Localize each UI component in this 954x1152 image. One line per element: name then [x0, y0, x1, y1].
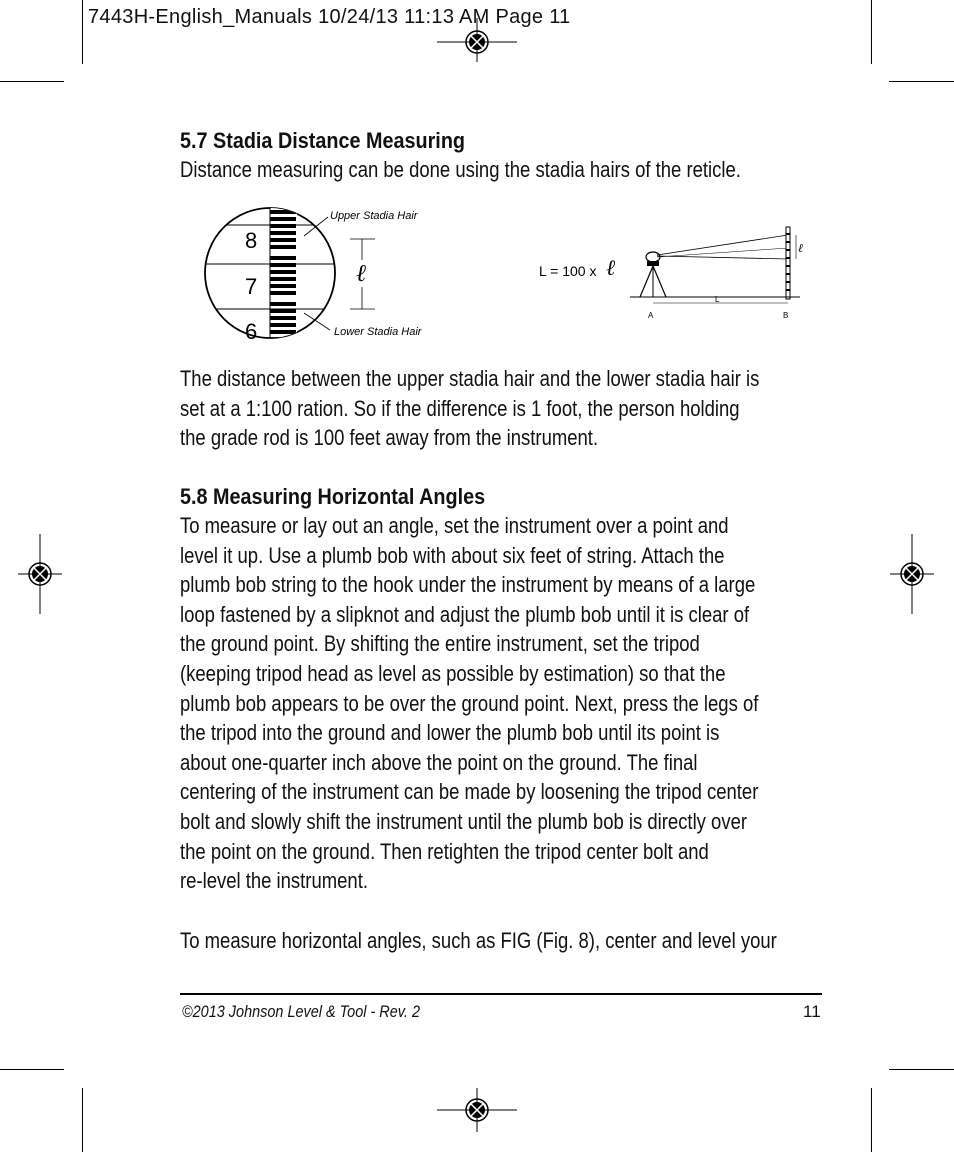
- text-line: bolt and slowly shift the instrument until the plumb bob is directly over: [180, 808, 747, 834]
- rod-number-7: 7: [245, 274, 258, 299]
- rod-ell: ℓ: [798, 241, 803, 255]
- paragraph: [180, 926, 825, 956]
- section-intro: [180, 155, 825, 185]
- footer-copyright: ©2013 Johnson Level & Tool - Rev. 2: [182, 1002, 420, 1021]
- crop-mark: [82, 0, 83, 64]
- page-number: 11: [803, 1002, 821, 1021]
- ell-symbol: ℓ: [356, 261, 366, 287]
- point-b: B: [783, 311, 789, 320]
- rod-number-8: 8: [245, 228, 258, 253]
- point-a: A: [648, 311, 654, 320]
- registration-mark-icon: [18, 534, 62, 614]
- stadia-diagram: [200, 205, 820, 345]
- text-line: plumb bob appears to be over the ground point. Next, press the legs of: [180, 690, 759, 716]
- text-line: To measure horizontal angles, such as FIG (Fig. 8), center and level your: [180, 928, 777, 953]
- crop-mark: [82, 1088, 83, 1152]
- text-line: To measure or lay out an angle, set the instrument over a point and: [180, 513, 729, 538]
- text-line: centering of the instrument can be made by loosening the tripod center: [180, 779, 759, 805]
- registration-mark-icon: [437, 1088, 517, 1132]
- section-heading-angles: 5.8 Measuring Horizontal Angles: [180, 484, 486, 509]
- crop-mark: [889, 1069, 954, 1070]
- crop-mark: [889, 81, 954, 82]
- footer-rule: [180, 993, 822, 995]
- text-line: re-level the instrument.: [180, 868, 368, 894]
- section-heading-stadia: 5.7 Stadia Distance Measuring: [180, 128, 466, 153]
- text-line: the tripod into the ground and lower the plumb bob until its point is: [180, 720, 720, 746]
- text-line: the point on the ground. Then retighten the tripod center bolt and: [180, 838, 709, 864]
- text-line: set at a 1:100 ration. So if the difference is 1 foot, the person holding: [180, 395, 740, 421]
- paragraph: [180, 364, 825, 453]
- text-line: loop fastened by a slipknot and adjust the plumb bob until it is clear of: [180, 601, 750, 627]
- registration-mark-icon: [890, 534, 934, 614]
- text-line: level it up. Use a plumb bob with about six feet of string. Attach the: [180, 542, 725, 568]
- registration-mark-icon: [437, 18, 517, 62]
- closing-paragraph: [180, 926, 825, 956]
- instrument-tripod: [640, 252, 666, 297]
- rod-number-6: 6: [245, 319, 258, 344]
- crop-mark: [0, 1069, 64, 1070]
- crop-mark: [0, 81, 64, 82]
- crop-mark: [871, 0, 872, 64]
- text-line: plumb bob string to the hook under the instrument by means of a large: [180, 572, 756, 598]
- section-horizontal-angles: [180, 482, 825, 896]
- text-line: about one-quarter inch above the point on the ground. The final: [180, 749, 698, 775]
- page-content: [180, 126, 825, 185]
- text-line: the ground point. By shifting the entire instrument, set the tripod: [180, 631, 700, 657]
- text-line: The distance between the upper stadia hair and the lower stadia hair is: [180, 366, 760, 391]
- lower-stadia-label: Lower Stadia Hair: [334, 326, 422, 338]
- text-line: the grade rod is 100 feet away from the instrument.: [180, 425, 599, 451]
- upper-stadia-label: Upper Stadia Hair: [330, 210, 418, 222]
- text-line: Distance measuring can be done using the stadia hairs of the reticle.: [180, 157, 741, 182]
- formula: L = 100 x: [539, 263, 597, 279]
- crop-mark: [871, 1088, 872, 1152]
- formula-ell: ℓ: [606, 255, 616, 280]
- text-line: (keeping tripod head as level as possible by estimation) so that the: [180, 660, 726, 686]
- distance-l: L: [715, 295, 720, 304]
- paragraph: [180, 511, 825, 896]
- printer-slug: 7443H-English_Manuals 10/24/13 11:13 AM Page 11: [88, 6, 571, 28]
- stadia-explanation: [180, 364, 825, 453]
